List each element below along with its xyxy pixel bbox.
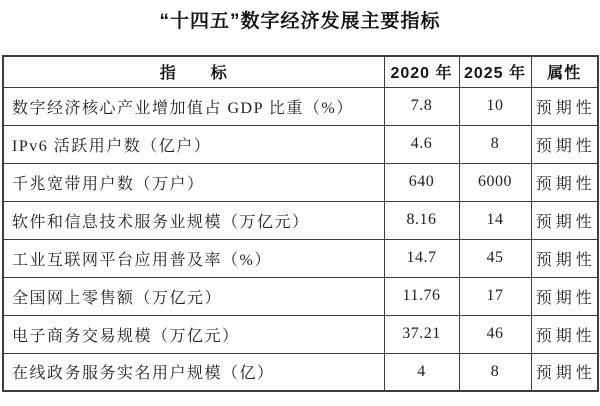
header-indicator: 指 标 [3,56,384,87]
header-row [3,56,598,87]
indicator-cell: 数字经济核心产业增加值占 GDP 比重（%） [3,87,384,125]
table-row [3,125,598,163]
value-2025-cell: 46 [459,315,531,353]
value-2020-cell: 37.21 [384,315,459,353]
attribute-cell: 预期性 [531,239,598,277]
table-row [3,87,598,125]
value-2025-cell: 10 [459,87,531,125]
value-2020-cell: 4 [384,353,459,391]
attribute-cell: 预期性 [531,87,598,125]
attribute-cell: 预期性 [531,201,598,239]
attribute-cell: 预期性 [531,125,598,163]
attribute-cell: 预期性 [531,315,598,353]
value-2020-cell: 4.6 [384,125,459,163]
indicator-cell: 千兆宽带用户数（万户） [3,163,384,201]
indicator-cell: 工业互联网平台应用普及率（%） [3,239,384,277]
header-2020: 2020 年 [384,56,459,87]
value-2020-cell: 14.7 [384,239,459,277]
value-2025-cell: 8 [459,125,531,163]
value-2025-cell: 45 [459,239,531,277]
value-2020-cell: 7.8 [384,87,459,125]
indicator-cell: 电子商务交易规模（万亿元） [3,315,384,353]
table-row [3,353,598,391]
indicators-table [2,55,599,392]
indicator-cell: IPv6 活跃用户数（亿户） [3,125,384,163]
table-title: “十四五”数字经济发展主要指标 [159,11,441,32]
value-2020-cell: 8.16 [384,201,459,239]
indicator-cell: 软件和信息技术服务业规模（万亿元） [3,201,384,239]
value-2025-cell: 17 [459,277,531,315]
value-2025-cell: 8 [459,353,531,391]
indicator-cell: 在线政务服务实名用户规模（亿） [3,353,384,391]
attribute-cell: 预期性 [531,353,598,391]
table-row [3,315,598,353]
value-2020-cell: 11.76 [384,277,459,315]
header-2025: 2025 年 [459,56,531,87]
attribute-cell: 预期性 [531,277,598,315]
table-row [3,277,598,315]
table-row [3,201,598,239]
table-row [3,239,598,277]
table-row [3,163,598,201]
value-2025-cell: 14 [459,201,531,239]
header-attribute: 属性 [531,56,598,87]
value-2025-cell: 6000 [459,163,531,201]
attribute-cell: 预期性 [531,163,598,201]
value-2020-cell: 640 [384,163,459,201]
indicator-cell: 全国网上零售额（万亿元） [3,277,384,315]
